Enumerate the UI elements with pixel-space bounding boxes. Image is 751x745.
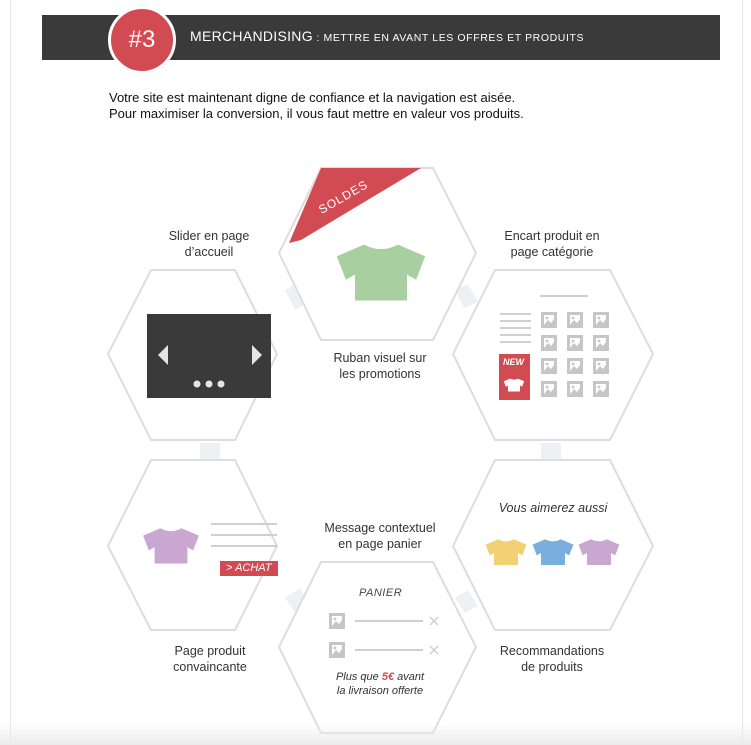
label-page-produit [150,643,270,675]
label-encart-line-1: Encart produit en [504,229,600,243]
image-placeholder-icon [329,613,345,629]
promo-amount: 5€ [381,671,395,683]
intro-line-1: Votre site est maintenant digne de confiance et la navigation est aisée. [109,90,516,105]
shipping-promo [320,670,440,698]
new-badge: NEW [503,357,524,367]
label-encart-line-2: page catégorie [510,245,594,259]
cart-title: PANIER [359,587,403,599]
label-encart [492,228,612,260]
label-ruban-line-1: Ruban visuel sur [333,351,427,365]
reco-title: Vous aimerez aussi [498,501,608,515]
label-reco-line-1: Recommandations [499,644,605,658]
ribbon-label: SOLDES [316,177,371,217]
promo-prefix: Plus que [335,671,382,683]
promo-suffix: avant [394,671,425,683]
label-reco [489,643,615,675]
achat-button-label[interactable]: > ACHAT [226,562,272,574]
slider-illustration [147,314,271,398]
label-ruban [320,350,440,382]
label-message-line-2: en page panier [338,537,422,551]
bottom-shadow [0,723,751,745]
intro-line-2: Pour maximiser la conversion, il vous faut mettre en valeur vos produits. [109,106,524,121]
label-slider-line-1: Slider en page [168,229,250,243]
label-page-produit-line-2: convaincante [173,660,247,674]
promo-line-2: la livraison offerte [336,685,424,697]
label-ruban-line-2: les promotions [339,367,421,381]
label-slider-line-2: d’accueil [184,245,234,259]
section-title-main: MERCHANDISING [190,28,313,44]
label-message [320,520,440,552]
section-title-sub: : METTRE EN AVANT LES OFFRES ET PRODUITS [312,32,585,44]
label-slider [149,228,269,260]
label-message-line-1: Message contextuel [324,521,436,535]
label-reco-line-2: de produits [521,660,583,674]
section-number-badge: #3 [108,6,176,74]
label-page-produit-line-1: Page produit [174,644,246,658]
image-placeholder-icon [329,642,345,658]
